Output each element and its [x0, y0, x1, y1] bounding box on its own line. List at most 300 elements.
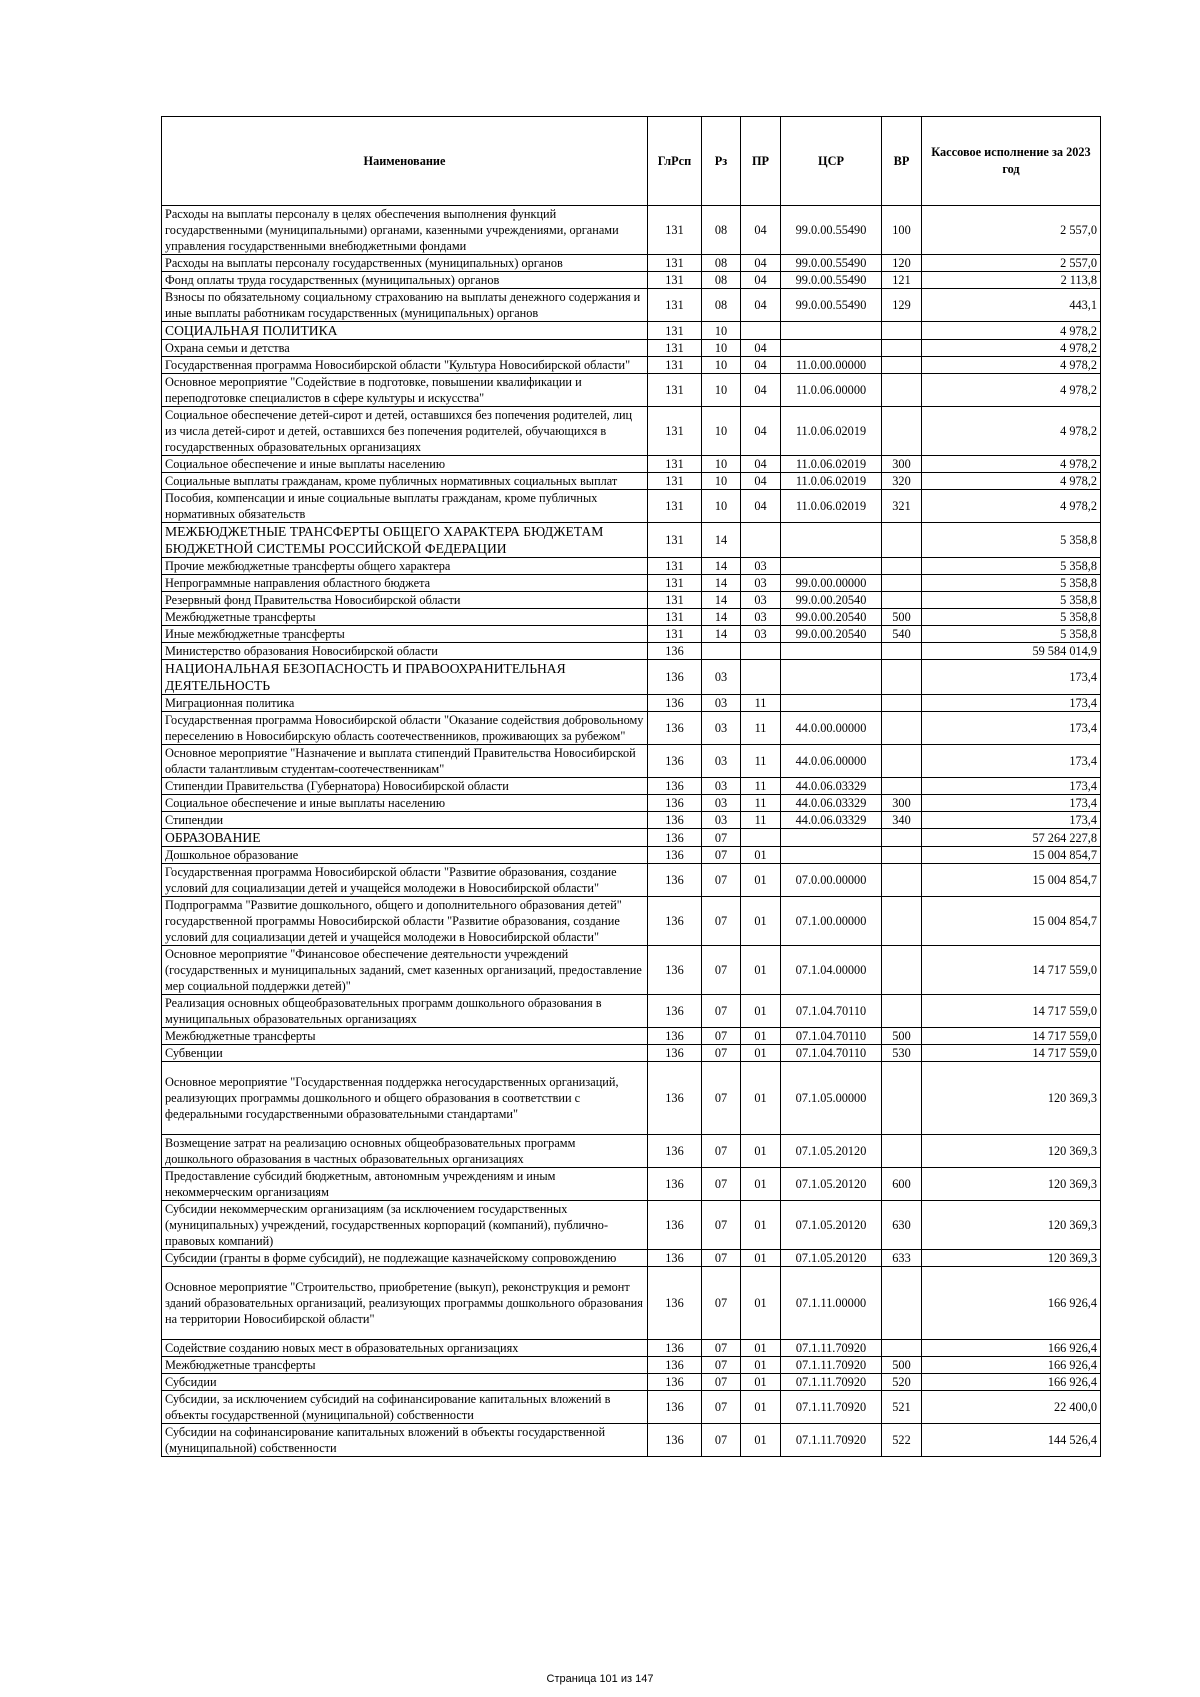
row-amount: 173,4	[922, 712, 1101, 745]
row-name: Социальное обеспечение детей-сирот и детей, оставшихся без попечения родителей, лиц из числа детей-сирот и детей, оставшихся без попечения родителей, обучающихся в государственных образовательных организациях	[162, 407, 648, 456]
row-rz: 08	[702, 206, 741, 255]
table-row	[162, 1135, 1101, 1168]
row-pr	[741, 829, 781, 847]
row-rz: 10	[702, 340, 741, 357]
row-name: Субсидии на софинансирование капитальных вложений в объекты государственной (муниципальной) собственности	[162, 1424, 648, 1457]
row-csr	[781, 847, 882, 864]
row-vr	[882, 829, 922, 847]
row-glrsp: 131	[648, 340, 702, 357]
table-row	[162, 745, 1101, 778]
row-vr	[882, 712, 922, 745]
row-amount: 5 358,8	[922, 592, 1101, 609]
row-pr: 01	[741, 897, 781, 946]
row-csr	[781, 340, 882, 357]
row-csr: 07.1.00.00000	[781, 897, 882, 946]
row-amount: 5 358,8	[922, 609, 1101, 626]
table-row	[162, 946, 1101, 995]
row-name: Субсидии	[162, 1374, 648, 1391]
row-csr	[781, 643, 882, 660]
row-name: Социальное обеспечение и иные выплаты населению	[162, 456, 648, 473]
row-pr: 04	[741, 206, 781, 255]
row-rz: 07	[702, 897, 741, 946]
row-csr: 44.0.06.03329	[781, 812, 882, 829]
row-pr: 11	[741, 812, 781, 829]
row-name: Межбюджетные трансферты	[162, 609, 648, 626]
table-row	[162, 864, 1101, 897]
row-vr: 540	[882, 626, 922, 643]
row-csr: 99.0.00.55490	[781, 289, 882, 322]
row-amount: 5 358,8	[922, 575, 1101, 592]
row-amount: 22 400,0	[922, 1391, 1101, 1424]
header-glrsp: ГлРсп	[648, 117, 702, 206]
row-vr	[882, 643, 922, 660]
row-rz: 10	[702, 490, 741, 523]
row-glrsp: 136	[648, 1168, 702, 1201]
row-name: Субсидии некоммерческим организациям (за исключением государственных (муниципальных) учреждений, государственных корпораций (компаний), публично-правовых компаний)	[162, 1201, 648, 1250]
row-glrsp: 131	[648, 626, 702, 643]
row-name: Основное мероприятие "Строительство, приобретение (выкуп), реконструкция и ремонт зданий образовательных организаций, реализующих программы дошкольного образования на территории Новосибирской области"	[162, 1267, 648, 1340]
row-pr: 01	[741, 1028, 781, 1045]
row-csr: 07.1.05.00000	[781, 1062, 882, 1135]
row-pr: 01	[741, 1250, 781, 1267]
header-csr: ЦСР	[781, 117, 882, 206]
row-vr	[882, 575, 922, 592]
row-amount: 144 526,4	[922, 1424, 1101, 1457]
row-name: Основное мероприятие "Государственная поддержка негосударственных организаций, реализующих программы дошкольного и общего образования в соответствии с федеральными государственными образовательными стандартами"	[162, 1062, 648, 1135]
row-rz: 08	[702, 255, 741, 272]
row-pr: 03	[741, 626, 781, 643]
row-csr: 07.1.05.20120	[781, 1250, 882, 1267]
row-pr: 01	[741, 1062, 781, 1135]
row-amount: 4 978,2	[922, 340, 1101, 357]
row-pr: 03	[741, 558, 781, 575]
row-amount: 15 004 854,7	[922, 897, 1101, 946]
budget-table-sheet	[161, 116, 1100, 1457]
row-csr: 07.1.04.70110	[781, 995, 882, 1028]
table-row	[162, 374, 1101, 407]
table-row	[162, 558, 1101, 575]
table-row	[162, 456, 1101, 473]
row-rz: 03	[702, 778, 741, 795]
row-name: Резервный фонд Правительства Новосибирской области	[162, 592, 648, 609]
row-name: МЕЖБЮДЖЕТНЫЕ ТРАНСФЕРТЫ ОБЩЕГО ХАРАКТЕРА БЮДЖЕТАМ БЮДЖЕТНОЙ СИСТЕМЫ РОССИЙСКОЙ ФЕДЕРАЦИИ	[162, 523, 648, 558]
row-name: Реализация основных общеобразовательных программ дошкольного образования в муниципальных образовательных организациях	[162, 995, 648, 1028]
row-glrsp: 136	[648, 995, 702, 1028]
row-glrsp: 136	[648, 695, 702, 712]
row-pr: 11	[741, 795, 781, 812]
row-name: Иные межбюджетные трансферты	[162, 626, 648, 643]
row-vr	[882, 523, 922, 558]
row-pr	[741, 322, 781, 340]
row-glrsp: 136	[648, 1357, 702, 1374]
row-amount: 4 978,2	[922, 473, 1101, 490]
row-name: Дошкольное образование	[162, 847, 648, 864]
row-glrsp: 136	[648, 1062, 702, 1135]
row-glrsp: 136	[648, 946, 702, 995]
row-amount: 4 978,2	[922, 357, 1101, 374]
row-glrsp: 131	[648, 575, 702, 592]
row-vr	[882, 357, 922, 374]
row-name: Взносы по обязательному социальному страхованию на выплаты денежного содержания и иные выплаты работникам государственных (муниципальных) органов	[162, 289, 648, 322]
table-row	[162, 357, 1101, 374]
table-row	[162, 897, 1101, 946]
row-csr: 07.1.05.20120	[781, 1168, 882, 1201]
row-pr: 01	[741, 1424, 781, 1457]
row-pr: 04	[741, 374, 781, 407]
row-amount: 14 717 559,0	[922, 1028, 1101, 1045]
row-name: Фонд оплаты труда государственных (муниципальных) органов	[162, 272, 648, 289]
row-vr: 340	[882, 812, 922, 829]
row-csr: 07.1.11.00000	[781, 1267, 882, 1340]
row-amount: 173,4	[922, 778, 1101, 795]
header-pr: ПР	[741, 117, 781, 206]
row-vr	[882, 995, 922, 1028]
row-vr	[882, 847, 922, 864]
row-pr: 04	[741, 255, 781, 272]
row-glrsp: 136	[648, 1340, 702, 1357]
row-csr: 44.0.06.03329	[781, 778, 882, 795]
row-rz: 07	[702, 1391, 741, 1424]
row-rz: 08	[702, 289, 741, 322]
row-csr: 11.0.06.02019	[781, 473, 882, 490]
row-glrsp: 136	[648, 795, 702, 812]
row-amount: 443,1	[922, 289, 1101, 322]
row-rz: 14	[702, 626, 741, 643]
row-rz: 07	[702, 864, 741, 897]
table-row	[162, 1028, 1101, 1045]
table-row	[162, 1267, 1101, 1340]
row-glrsp: 131	[648, 357, 702, 374]
row-vr	[882, 897, 922, 946]
row-rz: 14	[702, 523, 741, 558]
table-row	[162, 289, 1101, 322]
row-amount: 120 369,3	[922, 1168, 1101, 1201]
row-rz: 14	[702, 558, 741, 575]
row-csr	[781, 322, 882, 340]
row-pr	[741, 523, 781, 558]
row-name: Министерство образования Новосибирской области	[162, 643, 648, 660]
row-amount: 15 004 854,7	[922, 864, 1101, 897]
row-vr: 630	[882, 1201, 922, 1250]
row-amount: 173,4	[922, 660, 1101, 695]
row-vr	[882, 946, 922, 995]
row-amount: 5 358,8	[922, 626, 1101, 643]
row-pr: 01	[741, 864, 781, 897]
row-glrsp: 136	[648, 1374, 702, 1391]
row-csr: 07.0.00.00000	[781, 864, 882, 897]
table-row	[162, 1062, 1101, 1135]
row-rz: 10	[702, 322, 741, 340]
row-glrsp: 136	[648, 847, 702, 864]
row-glrsp: 136	[648, 712, 702, 745]
row-rz: 10	[702, 407, 741, 456]
row-rz: 07	[702, 946, 741, 995]
row-rz: 07	[702, 1424, 741, 1457]
table-row	[162, 812, 1101, 829]
table-row	[162, 206, 1101, 255]
row-vr	[882, 1062, 922, 1135]
row-name: Субвенции	[162, 1045, 648, 1062]
row-vr	[882, 695, 922, 712]
header-rz: Рз	[702, 117, 741, 206]
row-glrsp: 136	[648, 1028, 702, 1045]
row-vr	[882, 1135, 922, 1168]
table-row	[162, 778, 1101, 795]
row-rz: 07	[702, 1340, 741, 1357]
row-name: Государственная программа Новосибирской области "Развитие образования, создание условий для социализации детей и учащейся молодежи в Новосибирской области"	[162, 864, 648, 897]
row-amount: 166 926,4	[922, 1357, 1101, 1374]
row-amount: 120 369,3	[922, 1062, 1101, 1135]
row-csr	[781, 829, 882, 847]
row-glrsp: 136	[648, 1135, 702, 1168]
row-glrsp: 136	[648, 897, 702, 946]
row-glrsp: 131	[648, 523, 702, 558]
row-vr	[882, 1267, 922, 1340]
row-glrsp: 136	[648, 1267, 702, 1340]
row-pr: 01	[741, 1357, 781, 1374]
row-pr: 04	[741, 340, 781, 357]
table-row	[162, 1391, 1101, 1424]
row-csr: 11.0.06.02019	[781, 456, 882, 473]
row-amount: 2 557,0	[922, 206, 1101, 255]
row-name: Основное мероприятие "Назначение и выплата стипендий Правительства Новосибирской области талантливым студентам-соотечественникам"	[162, 745, 648, 778]
row-glrsp: 131	[648, 558, 702, 575]
row-rz: 07	[702, 1168, 741, 1201]
row-amount: 5 358,8	[922, 558, 1101, 575]
row-amount: 173,4	[922, 795, 1101, 812]
row-amount: 120 369,3	[922, 1135, 1101, 1168]
row-amount: 4 978,2	[922, 407, 1101, 456]
row-csr: 11.0.00.00000	[781, 357, 882, 374]
row-amount: 4 978,2	[922, 374, 1101, 407]
table-row	[162, 643, 1101, 660]
row-rz: 07	[702, 1201, 741, 1250]
row-glrsp: 136	[648, 812, 702, 829]
row-vr	[882, 322, 922, 340]
row-vr: 300	[882, 456, 922, 473]
table-row	[162, 490, 1101, 523]
row-pr: 11	[741, 712, 781, 745]
row-glrsp: 136	[648, 1045, 702, 1062]
row-rz: 07	[702, 1267, 741, 1340]
row-vr: 522	[882, 1424, 922, 1457]
row-amount: 2 557,0	[922, 255, 1101, 272]
row-name: Межбюджетные трансферты	[162, 1357, 648, 1374]
row-name: Пособия, компенсации и иные социальные выплаты гражданам, кроме публичных нормативных обязательств	[162, 490, 648, 523]
header-name: Наименование	[162, 117, 648, 206]
row-csr	[781, 660, 882, 695]
row-csr: 99.0.00.20540	[781, 626, 882, 643]
row-name: Расходы на выплаты персоналу в целях обеспечения выполнения функций государственными (муниципальными) органами, казенными учреждениями, органами управления государственными внебюджетными фондами	[162, 206, 648, 255]
table-row	[162, 660, 1101, 695]
row-rz	[702, 643, 741, 660]
table-row	[162, 695, 1101, 712]
row-name: Охрана семьи и детства	[162, 340, 648, 357]
row-csr: 07.1.04.70110	[781, 1028, 882, 1045]
row-pr: 11	[741, 695, 781, 712]
row-name: Расходы на выплаты персоналу государственных (муниципальных) органов	[162, 255, 648, 272]
row-rz: 10	[702, 456, 741, 473]
row-csr: 07.1.11.70920	[781, 1374, 882, 1391]
row-csr	[781, 523, 882, 558]
row-amount: 14 717 559,0	[922, 946, 1101, 995]
row-name: Содействие созданию новых мест в образовательных организациях	[162, 1340, 648, 1357]
row-csr: 11.0.06.02019	[781, 407, 882, 456]
row-rz: 10	[702, 374, 741, 407]
row-pr: 04	[741, 456, 781, 473]
row-name: Межбюджетные трансферты	[162, 1028, 648, 1045]
header-amount: Кассовое исполнение за 2023 год	[922, 117, 1101, 206]
row-rz: 07	[702, 1062, 741, 1135]
row-name: Миграционная политика	[162, 695, 648, 712]
row-pr: 03	[741, 609, 781, 626]
row-pr: 04	[741, 490, 781, 523]
row-glrsp: 131	[648, 456, 702, 473]
table-row	[162, 340, 1101, 357]
row-pr: 04	[741, 272, 781, 289]
row-csr	[781, 695, 882, 712]
table-row	[162, 407, 1101, 456]
row-csr: 07.1.05.20120	[781, 1135, 882, 1168]
row-rz: 07	[702, 995, 741, 1028]
row-amount: 14 717 559,0	[922, 995, 1101, 1028]
table-row	[162, 995, 1101, 1028]
row-csr	[781, 558, 882, 575]
row-name: Непрограммные направления областного бюджета	[162, 575, 648, 592]
row-csr: 99.0.00.20540	[781, 592, 882, 609]
row-name: Государственная программа Новосибирской области "Культура Новосибирской области"	[162, 357, 648, 374]
table-row	[162, 1424, 1101, 1457]
row-amount: 57 264 227,8	[922, 829, 1101, 847]
table-row	[162, 322, 1101, 340]
row-amount: 173,4	[922, 812, 1101, 829]
row-amount: 59 584 014,9	[922, 643, 1101, 660]
row-vr: 500	[882, 609, 922, 626]
row-vr	[882, 1340, 922, 1357]
table-row	[162, 847, 1101, 864]
row-rz: 07	[702, 829, 741, 847]
row-vr: 500	[882, 1357, 922, 1374]
table-row	[162, 626, 1101, 643]
row-glrsp: 131	[648, 322, 702, 340]
row-glrsp: 131	[648, 374, 702, 407]
row-glrsp: 136	[648, 660, 702, 695]
row-glrsp: 136	[648, 643, 702, 660]
row-name: Государственная программа Новосибирской области "Оказание содействия добровольному переселению в Новосибирскую область соотечественников, проживающих за рубежом"	[162, 712, 648, 745]
row-pr: 01	[741, 1267, 781, 1340]
table-row	[162, 1374, 1101, 1391]
row-rz: 10	[702, 473, 741, 490]
row-vr	[882, 374, 922, 407]
row-vr	[882, 778, 922, 795]
row-name: Социальное обеспечение и иные выплаты населению	[162, 795, 648, 812]
row-rz: 14	[702, 609, 741, 626]
row-glrsp: 131	[648, 255, 702, 272]
table-row	[162, 1201, 1101, 1250]
page-number: Страница 101 из 147	[546, 1673, 654, 1685]
row-pr: 04	[741, 357, 781, 374]
row-amount: 15 004 854,7	[922, 847, 1101, 864]
row-pr: 11	[741, 745, 781, 778]
row-name: Основное мероприятие "Содействие в подготовке, повышении квалификации и переподготовке специалистов в сфере культуры и искусства"	[162, 374, 648, 407]
row-csr: 99.0.00.00000	[781, 575, 882, 592]
row-vr	[882, 660, 922, 695]
row-glrsp: 131	[648, 272, 702, 289]
row-name: Возмещение затрат на реализацию основных общеобразовательных программ дошкольного образования в частных образовательных организациях	[162, 1135, 648, 1168]
row-vr	[882, 745, 922, 778]
row-csr: 44.0.00.00000	[781, 712, 882, 745]
row-rz: 03	[702, 745, 741, 778]
row-vr: 500	[882, 1028, 922, 1045]
row-pr: 11	[741, 778, 781, 795]
table-row	[162, 592, 1101, 609]
row-rz: 03	[702, 795, 741, 812]
table-body	[162, 206, 1101, 1457]
row-vr	[882, 558, 922, 575]
row-rz: 10	[702, 357, 741, 374]
row-name: Основное мероприятие "Финансовое обеспечение деятельности учреждений (государственных и муниципальных заданий, смет казенных организаций, предоставление мер социальной поддержки детей)"	[162, 946, 648, 995]
row-pr: 04	[741, 407, 781, 456]
row-glrsp: 131	[648, 206, 702, 255]
row-name: Стипендии	[162, 812, 648, 829]
row-glrsp: 136	[648, 1391, 702, 1424]
row-pr: 01	[741, 1391, 781, 1424]
row-glrsp: 136	[648, 1424, 702, 1457]
row-csr: 99.0.00.55490	[781, 206, 882, 255]
row-name: Предоставление субсидий бюджетным, автономным учреждениям и иным некоммерческим организациям	[162, 1168, 648, 1201]
row-rz: 07	[702, 1374, 741, 1391]
row-rz: 14	[702, 592, 741, 609]
row-csr: 44.0.06.03329	[781, 795, 882, 812]
row-amount: 120 369,3	[922, 1201, 1101, 1250]
row-vr: 100	[882, 206, 922, 255]
row-pr: 01	[741, 1340, 781, 1357]
row-csr: 44.0.06.00000	[781, 745, 882, 778]
row-glrsp: 131	[648, 289, 702, 322]
row-glrsp: 131	[648, 592, 702, 609]
row-vr: 530	[882, 1045, 922, 1062]
table-row	[162, 795, 1101, 812]
row-name: Стипендии Правительства (Губернатора) Новосибирской области	[162, 778, 648, 795]
row-rz: 07	[702, 1028, 741, 1045]
row-glrsp: 136	[648, 829, 702, 847]
row-vr	[882, 592, 922, 609]
row-amount: 173,4	[922, 745, 1101, 778]
row-amount: 166 926,4	[922, 1374, 1101, 1391]
table-row	[162, 1357, 1101, 1374]
row-glrsp: 131	[648, 609, 702, 626]
row-glrsp: 136	[648, 1250, 702, 1267]
row-amount: 5 358,8	[922, 523, 1101, 558]
row-rz: 07	[702, 1250, 741, 1267]
table-row	[162, 712, 1101, 745]
row-csr: 07.1.11.70920	[781, 1357, 882, 1374]
row-name: СОЦИАЛЬНАЯ ПОЛИТИКА	[162, 322, 648, 340]
row-pr: 01	[741, 1201, 781, 1250]
row-vr: 321	[882, 490, 922, 523]
row-name: ОБРАЗОВАНИЕ	[162, 829, 648, 847]
row-glrsp: 136	[648, 778, 702, 795]
row-csr: 99.0.00.55490	[781, 255, 882, 272]
row-vr: 600	[882, 1168, 922, 1201]
row-csr: 07.1.04.70110	[781, 1045, 882, 1062]
row-pr: 04	[741, 289, 781, 322]
table-row	[162, 609, 1101, 626]
row-glrsp: 131	[648, 490, 702, 523]
row-pr: 01	[741, 946, 781, 995]
row-amount: 4 978,2	[922, 456, 1101, 473]
row-pr: 03	[741, 575, 781, 592]
